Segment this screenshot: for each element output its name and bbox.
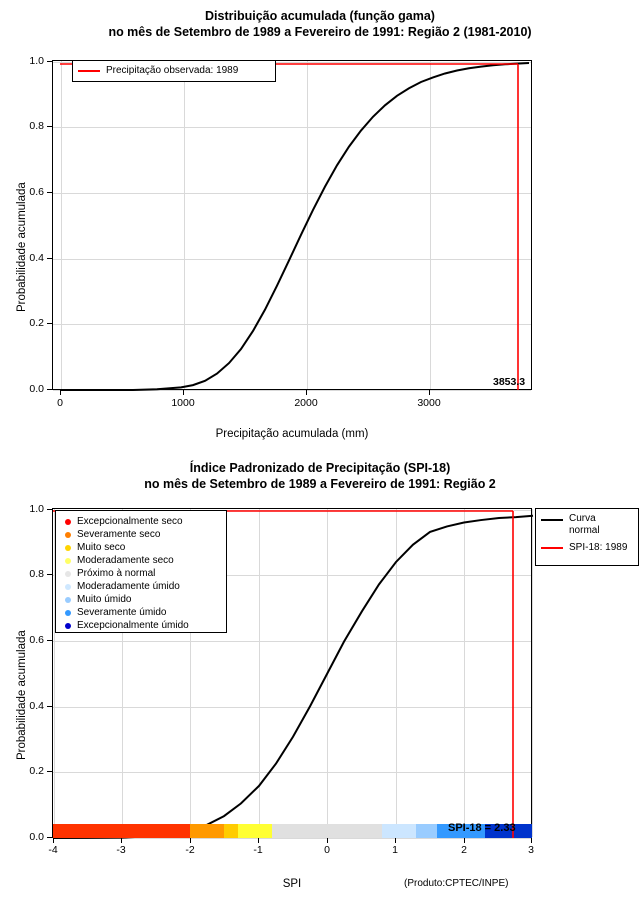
top-observed-value-label: 3853.3 xyxy=(493,376,526,388)
bottom-y-axis-label: Probabilidade acumulada xyxy=(16,630,28,760)
legend-item-label: Excepcionalmente seco xyxy=(77,516,183,527)
legend-item xyxy=(61,593,221,606)
bottom-ytick-label: 1.0 xyxy=(29,503,44,515)
legend-item-label: Muito úmido xyxy=(77,594,132,605)
legend-item xyxy=(541,513,633,537)
legend-item-label: Excepcionalmente úmido xyxy=(77,620,189,631)
top-ytick-label: 0.2 xyxy=(29,317,44,329)
legend-item xyxy=(61,541,221,554)
top-xtick-label: 0 xyxy=(57,397,63,409)
legend-dot-swatch xyxy=(65,571,71,577)
spi-category-legend xyxy=(55,510,227,633)
legend-item-label-cont: normal xyxy=(569,525,600,536)
legend-dot-swatch xyxy=(65,545,71,551)
top-xtick-label: 1000 xyxy=(171,397,195,409)
legend-item-label: SPI-18: 1989 xyxy=(569,542,628,553)
legend-item-label: Muito seco xyxy=(77,542,126,553)
spi-value-label: SPI-18 = 2.33 xyxy=(448,822,516,834)
bottom-xtick-label: -4 xyxy=(48,844,58,856)
legend-item xyxy=(61,580,221,593)
top-ytick-label: 1.0 xyxy=(29,55,44,67)
bottom-xtick-label: 3 xyxy=(528,844,534,856)
bottom-chart-title-line1: Índice Padronizado de Precipitação (SPI-18) xyxy=(189,461,451,475)
legend-item-label: Próximo à normal xyxy=(77,568,156,579)
legend-item-label: Moderadamente seco xyxy=(77,555,174,566)
legend-item-label: Curva xyxy=(569,513,596,524)
bottom-x-axis-label: SPI xyxy=(282,878,302,890)
legend-dot-swatch xyxy=(65,623,71,629)
top-ytick-label: 0.6 xyxy=(29,186,44,198)
legend-item xyxy=(61,554,221,567)
top-y-axis-label: Probabilidade acumulada xyxy=(16,182,28,312)
legend-item xyxy=(61,606,221,619)
bottom-xtick-label: -2 xyxy=(185,844,195,856)
legend-line-swatch xyxy=(78,70,100,72)
legend-dot-swatch xyxy=(65,584,71,590)
legend-item xyxy=(61,528,221,541)
top-chart-title-line1: Distribuição acumulada (função gama) xyxy=(205,9,435,23)
bottom-ytick-label: 0.6 xyxy=(29,634,44,646)
legend-item-label: Moderadamente úmido xyxy=(77,581,180,592)
legend-item-label: Severamente seco xyxy=(77,529,161,540)
legend-item xyxy=(541,541,633,554)
bottom-ytick-label: 0.8 xyxy=(29,568,44,580)
legend-item xyxy=(61,515,221,528)
bottom-xtick-label: -1 xyxy=(253,844,263,856)
legend-dot-swatch xyxy=(65,532,71,538)
bottom-ytick-label: 0.0 xyxy=(29,831,44,843)
top-ytick-label: 0.8 xyxy=(29,120,44,132)
top-x-axis-label: Precipitação acumulada (mm) xyxy=(215,428,369,440)
top-ytick-label: 0.0 xyxy=(29,383,44,395)
bottom-chart-panel xyxy=(0,450,640,900)
top-legend xyxy=(72,60,276,82)
legend-dot-swatch xyxy=(65,558,71,564)
bottom-xtick-label: 2 xyxy=(461,844,467,856)
bottom-ytick-label: 0.4 xyxy=(29,700,44,712)
bottom-xtick-label: 1 xyxy=(392,844,398,856)
bottom-chart-title-line2: no mês de Setembro de 1989 a Fevereiro de 1991: Região 2 xyxy=(144,477,496,491)
bottom-xtick-label: 0 xyxy=(324,844,330,856)
top-xtick-label: 2000 xyxy=(294,397,318,409)
legend-line-swatch xyxy=(541,547,563,549)
product-credit: (Produto:CPTEC/INPE) xyxy=(404,878,509,889)
legend-item xyxy=(61,567,221,580)
legend-item xyxy=(61,619,221,632)
legend-item-label: Severamente úmido xyxy=(77,607,167,618)
legend-item-label: Precipitação observada: 1989 xyxy=(106,65,239,76)
legend-dot-swatch xyxy=(65,519,71,525)
legend-line-swatch xyxy=(541,519,563,521)
top-xtick-label: 3000 xyxy=(417,397,441,409)
legend-dot-swatch xyxy=(65,597,71,603)
legend-item xyxy=(78,64,270,77)
legend-dot-swatch xyxy=(65,610,71,616)
bottom-ytick-label: 0.2 xyxy=(29,765,44,777)
bottom-curve-legend xyxy=(535,508,639,566)
top-ytick-label: 0.4 xyxy=(29,252,44,264)
top-chart-title-line2: no mês de Setembro de 1989 a Fevereiro de 1991: Região 2 (1981-2010) xyxy=(108,25,532,39)
bottom-xtick-label: -3 xyxy=(116,844,126,856)
